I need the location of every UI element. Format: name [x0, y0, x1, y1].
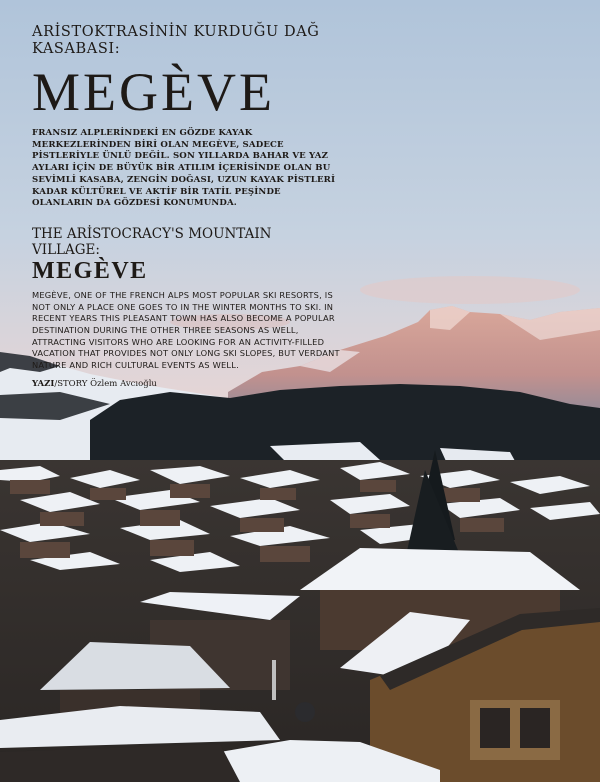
byline-separator: /	[54, 378, 58, 389]
intro-turkish: FRANSIZ ALPLERİNDEKİ EN GÖZDE KAYAK MERKEZLERİNDEN BİRİ OLAN MEGÈVE, SADECE PİSTLERİYLE ÜNLÜ DEĞİL. SON YILLARDA BAHAR VE YAZ AYLARI İÇİN DE BÜYÜK BİR ATILIM İÇERİSİNDE OLAN BU SEVİMLİ KASABA, ZENGİN DOĞASI, UZUN KAYAK PİSTLERİ KADAR KÜLTÜREL VE AKTİF BİR TATİL PEŞİNDE OLANLARIN DA GÖZDESİ KONUMUNDA.	[32, 128, 336, 209]
page-title: MEGÈVE	[32, 62, 275, 122]
byline-label: YAZI	[32, 378, 55, 389]
intro-english: MEGÈVE, ONE OF THE FRENCH ALPS MOST POPULAR SKI RESORTS, IS NOT ONLY A PLACE ONE GOES TO IN THE WINTER MONTHS TO SKI. IN RECENT YEARS THIS PLEASANT TOWN HAS ALSO BECOME A POPULAR DESTINATION DURING THE OTHER THREE SEASONS AS WELL, ATTRACTING VISITORS WHO ARE LOOKING FOR AN ACTIVITY-FILLED VACATION THAT PROVIDES NOT ONLY LONG SKI SLOPES, BUT VERDANT NATURE AND RICH CULTURAL EVENTS AS WELL.	[32, 289, 340, 371]
kicker-turkish: ARİSTOKTRASİNİN KURDUĞU DAĞ KASABASI:	[32, 24, 320, 57]
byline	[32, 379, 342, 389]
kicker-english: THE ARİSTOCRACY'S MOUNTAIN VILLAGE:	[32, 225, 272, 258]
article-intro	[32, 24, 342, 389]
byline-label-en: STORY	[57, 378, 88, 389]
title-english: MEGÈVE	[32, 257, 148, 284]
byline-author: Özlem Avcıoğlu	[90, 378, 157, 389]
